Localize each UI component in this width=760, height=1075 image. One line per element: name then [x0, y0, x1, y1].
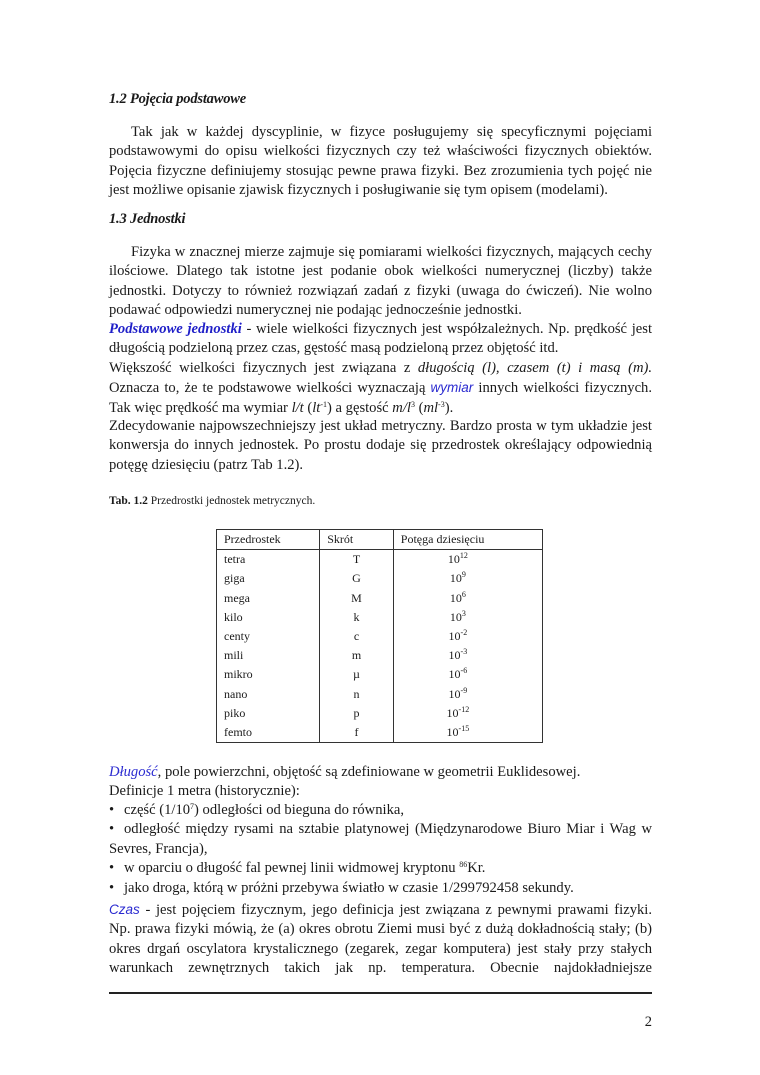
definitions-label: Definicje 1 metra (historycznie):: [109, 783, 300, 799]
bullet-icon: •: [109, 860, 115, 877]
term-time: Czas: [109, 902, 140, 917]
meter-definitions-list: [109, 801, 652, 898]
list-item: • odległość między rysami na sztabie platynowej (Międzynarodowe Biuro Miar i Wag w Sevres, Francja),: [109, 821, 652, 857]
bullet-icon: •: [109, 879, 115, 896]
column-header: Przedrostek: [217, 530, 320, 550]
paragraph-time: Czas - jest pojęciem fizycznym, jego definicja jest związana z pewnymi prawami fizyki. Np. prawa fizyki mówią, że (a) okres obrotu Ziemi musi być z dużą dokładnością stały; (b) okres drgań oscylatora krystalicznego (zegarek, zegar komputera) jest stały przy stałych warunkach zewnętrznych takich jak np. temperatura. Obecnie najdokładniejsze: [109, 902, 652, 977]
term-basic-units: Podstawowe jednostki: [109, 321, 242, 337]
list-item: • część $(1/10^7)$ odległości od bieguna do równika,: [109, 801, 652, 820]
paragraph-dimensions: Większość wielkości fizycznych jest związana z długością (l), czasem (t) i masą (m). Oznacza to, że te podstawowe wielkości wyznaczają wymiar innych wielkości fizycznych. Tak więc prędkość ma wymiar l/t $(lt^{-1})$ a gęstość $m/l^3$ $(ml^{-3})$.: [109, 360, 652, 416]
table-row: piko p $10^{-12}$: [217, 704, 543, 723]
section-heading-1-2: 1.2 Pojęcia podstawowe: [109, 91, 246, 107]
column-header: Potęga dziesięciu: [393, 530, 542, 550]
bullet-icon: •: [109, 802, 115, 818]
table-row: tetra T $10^{12}$: [217, 550, 543, 570]
section-heading-1-3: 1.3 Jednostki: [109, 211, 186, 227]
table-row: giga G $10^9$: [217, 569, 543, 588]
table-row: kilo k $10^3$: [217, 608, 543, 627]
list-item: • jako droga, którą w próżni przebywa światło w czasie 1/299792458 sekundy.: [109, 879, 652, 898]
table-header-row: [217, 530, 543, 550]
table-row: mili m $10^{-3}$: [217, 646, 543, 665]
paragraph-metric-system: Zdecydowanie najpowszechniejszy jest układ metryczny. Bardzo prosta w tym układzie jest konwersja do innych jednostek. Po prostu dodaje się przedrostek określający odpowiednią potęgę dziesięciu (patrz Tab 1.2).: [109, 418, 652, 473]
bullet-icon: •: [109, 821, 115, 838]
prefix-table: [216, 529, 543, 743]
term-dimension: wymiar: [430, 380, 474, 396]
footer-divider: [109, 992, 652, 994]
table-row: mega M $10^6$: [217, 589, 543, 608]
paragraph-basic-concepts: Tak jak w każdej dyscyplinie, w fizyce posługujemy się specyficznymi pojęciami podstawowymi do opisu wielkości fizycznych czy też właściwości fizycznych obiektów. Pojęcia fizyczne definiujemy stosując pewne prawa fizyki. Bez zrozumienia tych pojęć nie jest możliwe opisanie zjawisk fizycznych i posługiwanie się tym opisem (modelami).: [109, 124, 652, 199]
page-number: 2: [644, 1014, 652, 1030]
table-row: nano n $10^{-9}$: [217, 685, 543, 704]
term-length: Długość: [109, 764, 158, 780]
table-row: mikro µ $10^{-6}$: [217, 665, 543, 684]
column-header: Skrót: [320, 530, 394, 550]
paragraph-units-intro: Fizyka w znacznej mierze zajmuje się pomiarami wielkości fizycznych, mających cechy ilościowe. Dlatego tak istotne jest podanie obok wielkości numerycznej (liczby) także jednostki. Dotyczy to również rozwiązań zadań z fizyki (uwaga do ćwiczeń). Nie wolno podawać odpowiedzi numerycznej nie podając jednocześnie jednostki.: [109, 244, 652, 319]
table-row: femto f $10^{-15}$: [217, 723, 543, 743]
table-row: centy c $10^{-2}$: [217, 627, 543, 646]
table-caption: Tab. 1.2 Przedrostki jednostek metrycznych.: [109, 495, 316, 507]
paragraph-basic-units: Podstawowe jednostki - wiele wielkości fizycznych jest współzależnych. Np. prędkość jest długością podzieloną przez czas, gęstość masą podzieloną przez objętość itd.: [109, 321, 652, 357]
list-item: • w oparciu o długość fal pewnej linii widmowej kryptonu $^{86}$Kr.: [109, 859, 652, 878]
paragraph-length: Długość, pole powierzchni, objętość są zdefiniowane w geometrii Euklidesowej.: [109, 764, 581, 780]
